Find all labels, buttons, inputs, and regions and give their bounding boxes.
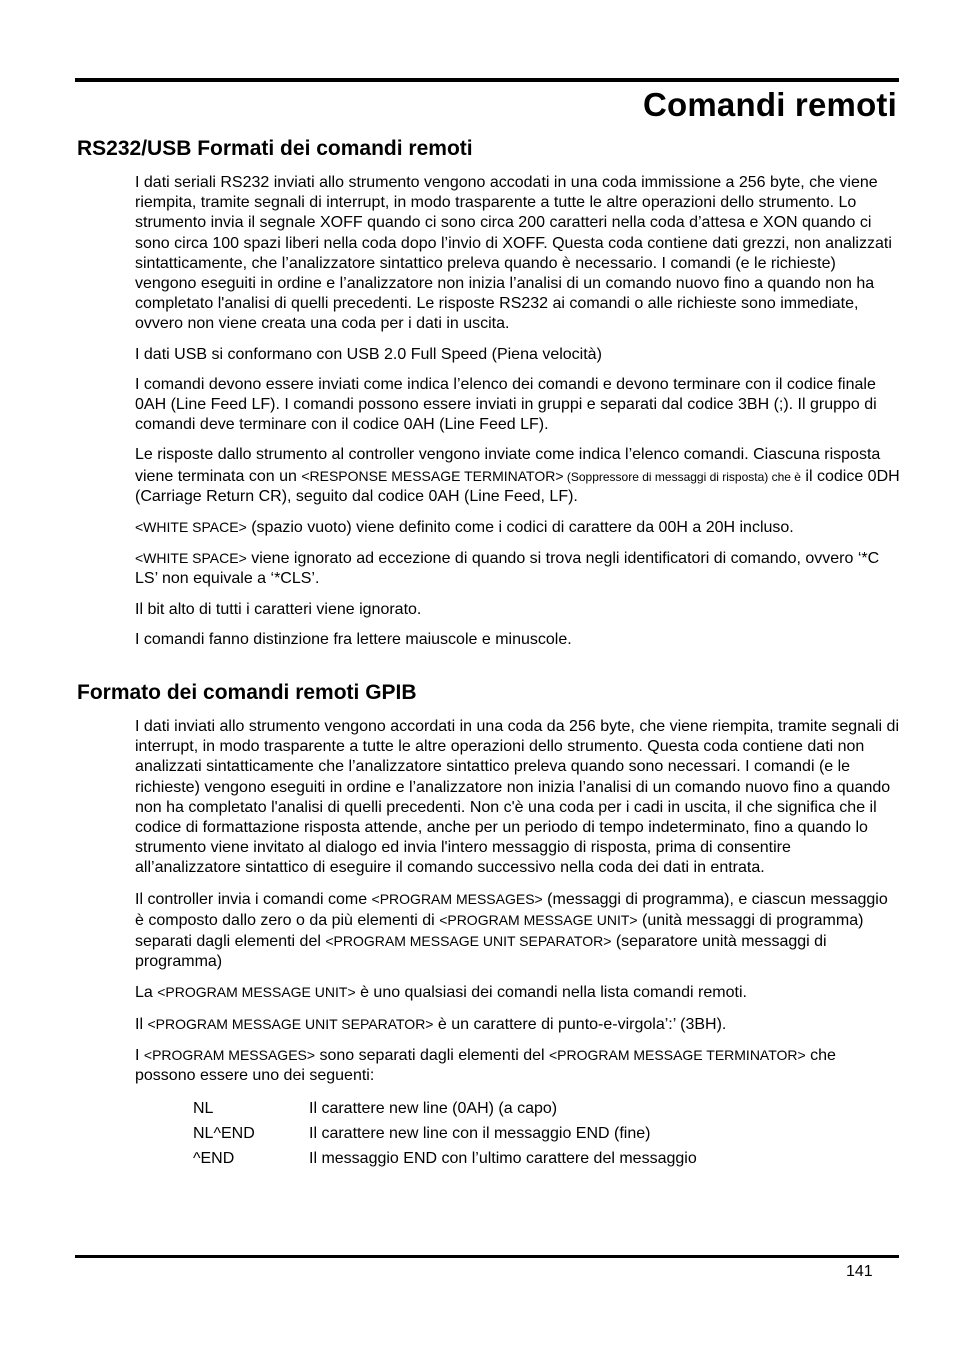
page-title: Comandi remoti — [643, 86, 897, 123]
gpib-p4-text-c: è un carattere di punto-e-virgola’:’ (3BH). — [433, 1015, 727, 1033]
rs232-p4-text-d: il codice 0DH (Carriage Return CR), seguito dal codice 0AH (Line Feed, LF). — [135, 467, 900, 505]
top-rule — [75, 78, 899, 82]
gpib-paragraph-5 — [135, 1045, 900, 1086]
gpib-p2-text-a: Il controller invia i comandi come — [135, 890, 372, 908]
page-number: 141 — [846, 1263, 873, 1280]
program-message-unit-separator-term-2: <PROGRAM MESSAGE UNIT SEPARATOR> — [147, 1015, 434, 1032]
rs232-paragraph-5 — [135, 517, 900, 538]
gpib-p5-text-e: che possono essere uno dei seguenti: — [135, 1046, 836, 1085]
gpib-p2-text-g: (separatore unità messaggi di programma) — [135, 933, 827, 971]
rs232-paragraph-7: Il bit alto di tutti i caratteri viene ignorato. — [135, 600, 422, 618]
terminator-row — [193, 1146, 900, 1171]
terminator-row — [193, 1121, 900, 1146]
program-message-terminator-term: <PROGRAM MESSAGE TERMINATOR> — [548, 1046, 806, 1063]
terminator-code: ^END — [193, 1150, 235, 1168]
rs232-paragraph-1: I dati seriali RS232 inviati allo strumento vengono accodati in una coda immissione a 256 byte, che viene riempita, tramite segnali di interrupt, in modo trasparente a tutte le altre operazioni dello strumento. Lo strumento invia il segnale XOFF quando ci sono circa 200 caratteri nella coda d’attesa e XON quando ci sono circa 100 spazi liberi nella coda dopo l’invio di XOFF. Questa coda contiene dati grezzi, non analizzati sintatticamente, che l’analizzatore sintattico preleva quando è necessario. I comandi (e le richieste) vengono eseguiti in ordine e l’analizzatore non inizia l’analisi di un comando nuovo fino a quando non ha completato l'analisi di quelli precedenti. Le risposte RS232 ai comandi o alle richieste sono immediate, ovvero non viene creata una coda per i dati in uscita. — [135, 174, 892, 333]
rs232-heading: RS232/USB Formati dei comandi remoti — [77, 137, 473, 160]
gpib-p2-text-e: (unità messaggi di programma) separati dagli elementi del — [135, 911, 864, 951]
gpib-p2-text-c: (messaggi di programma), e ciascun messaggio è composto dallo zero o da più elementi di — [135, 890, 888, 929]
rs232-section — [135, 173, 900, 660]
terminator-description: Il carattere new line (0AH) (a capo) — [309, 1100, 558, 1118]
gpib-p5-text-c: sono separati dagli elementi del — [315, 1046, 549, 1064]
terminator-table — [193, 1096, 900, 1171]
bottom-rule — [75, 1255, 899, 1258]
gpib-heading: Formato dei comandi remoti GPIB — [77, 681, 417, 704]
response-terminator-term: <RESPONSE MESSAGE TERMINATOR> — [301, 467, 564, 484]
gpib-p3-text-a: La — [135, 984, 158, 1002]
response-terminator-gloss: (Soppressore di messaggi di risposta) che è — [563, 469, 801, 484]
terminator-code: NL — [193, 1100, 214, 1118]
terminator-row — [193, 1096, 900, 1121]
gpib-p3-text-c: è uno qualsiasi dei comandi nella lista comandi remoti. — [355, 984, 747, 1002]
terminator-description: Il carattere new line con il messaggio END (fine) — [309, 1125, 651, 1143]
gpib-p4-text-a: Il — [135, 1015, 148, 1033]
rs232-p6-text: viene ignorato ad eccezione di quando si trova negli identificatori di comando, ovvero ‘*C LS’ non equivale a ‘*CLS’. — [135, 550, 880, 588]
gpib-section — [135, 717, 900, 1171]
program-message-unit-term: <PROGRAM MESSAGE UNIT> — [439, 911, 638, 928]
rs232-paragraph-6 — [135, 548, 900, 589]
gpib-p5-text-a: I — [135, 1046, 144, 1064]
rs232-paragraph-4 — [135, 445, 900, 507]
program-message-unit-separator-term: <PROGRAM MESSAGE UNIT SEPARATOR> — [325, 933, 612, 950]
program-messages-term: <PROGRAM MESSAGES> — [371, 890, 543, 907]
gpib-paragraph-4 — [135, 1014, 900, 1035]
rs232-p4-text-a: Le risposte dallo strumento al controller vengono inviate come indica l’elenco comandi. Ciascuna risposta viene terminata con un — [135, 446, 881, 485]
gpib-paragraph-2 — [135, 889, 900, 973]
white-space-term: <WHITE SPACE> — [135, 519, 247, 536]
rs232-paragraph-2: I dati USB si conformano con USB 2.0 Full Speed (Piena velocità) — [135, 345, 602, 363]
rs232-paragraph-3: I comandi devono essere inviati come indica l’elenco dei comandi e devono terminare con il codice finale 0AH (Line Feed LF). I comandi possono essere inviati in gruppi e separati dal codice 3BH (;). Il gruppo di comandi deve terminare con il codice 0AH (Line Feed LF). — [135, 375, 877, 434]
gpib-paragraph-1: I dati inviati allo strumento vengono accordati in una coda da 256 byte, che viene riempita, tramite segnali di interrupt, in modo trasparente a tutte le altre operazioni dello strumento. Questa coda contiene dati non analizzati sintatticamente che l’analizzatore sintattico preleva quando sono necessari. I comandi (e le richieste) vengono eseguiti in ordine e l’analizzatore non inizia l’analisi di un comando nuovo fino a quando non ha completato l'analisi di quelli precedenti. Non c'è una coda per i cadi in uscita, il che significa che il codice di formattazione risposta attende, anche per un periodo di tempo indeterminato, fino a quando lo strumento viene invitato al dialogo ed invia l'intero messaggio di risposta, prima di consentire all’analizzatore sintattico di eseguire il comando successivo nella coda dei dati in entrata. — [135, 718, 899, 877]
program-message-unit-term-2: <PROGRAM MESSAGE UNIT> — [157, 984, 356, 1001]
rs232-p5-text: (spazio vuoto) viene definito come i codici di carattere da 00H a 20H incluso. — [246, 519, 794, 537]
white-space-term-2: <WHITE SPACE> — [135, 550, 247, 567]
program-messages-term-2: <PROGRAM MESSAGES> — [143, 1046, 316, 1063]
gpib-paragraph-3 — [135, 982, 900, 1003]
terminator-code: NL^END — [193, 1125, 255, 1143]
rs232-paragraph-8: I comandi fanno distinzione fra lettere maiuscole e minuscole. — [135, 630, 572, 648]
terminator-description: Il messaggio END con l’ultimo carattere del messaggio — [309, 1150, 697, 1168]
